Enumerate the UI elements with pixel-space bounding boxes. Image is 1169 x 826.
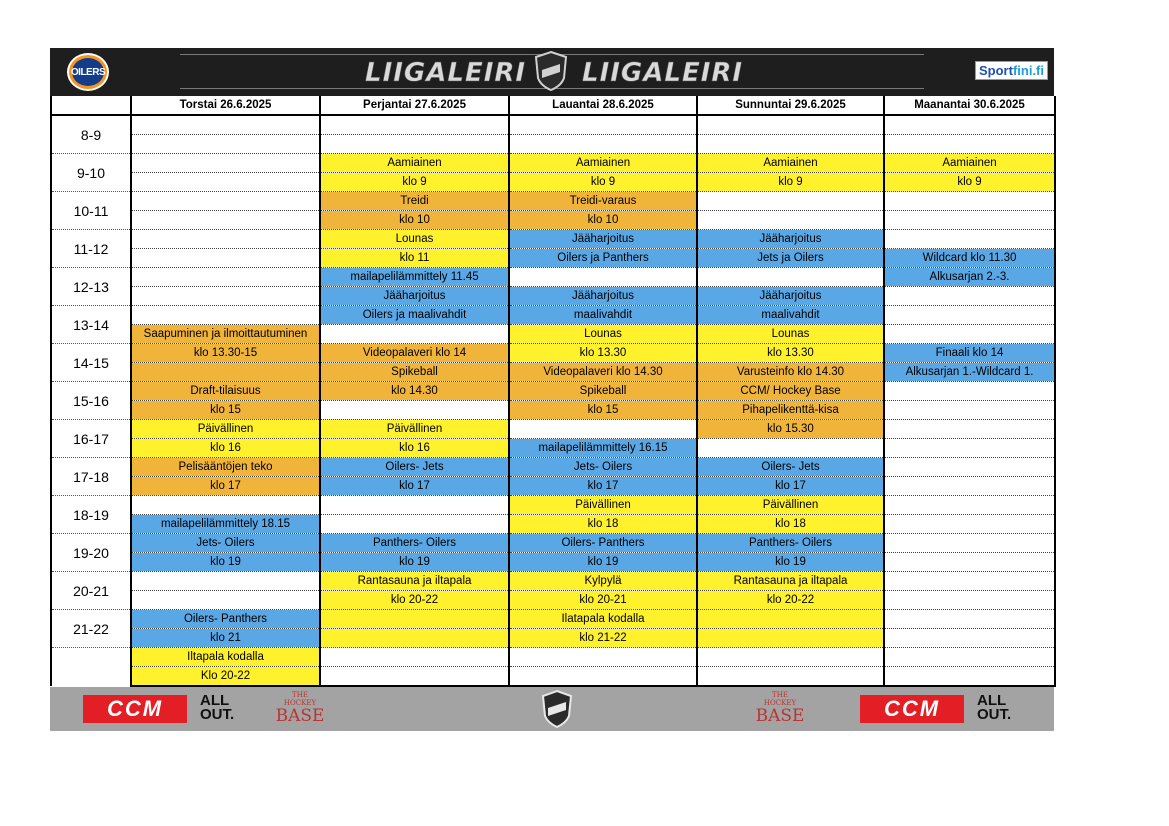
schedule-cell: klo 17 — [131, 477, 320, 496]
schedule-cell — [884, 325, 1055, 344]
sportfini-suffix: fini.fi — [1012, 63, 1044, 78]
schedule-cell — [509, 115, 697, 135]
day-header: Torstai 26.6.2025 — [131, 96, 320, 115]
hour-label: 11-12 — [51, 230, 131, 268]
schedule-cell: Wildcard klo 11.30 — [884, 249, 1055, 268]
schedule-cell — [884, 610, 1055, 629]
ccm-logo-left: CCM — [83, 695, 187, 723]
schedule-row — [51, 534, 1055, 553]
schedule-cell: klo 15 — [131, 401, 320, 420]
schedule-cell: Jääharjoitus — [509, 287, 697, 306]
schedule-cell: klo 17 — [320, 477, 509, 496]
schedule-cell — [884, 534, 1055, 553]
allout-line2: OUT. — [977, 706, 1012, 723]
nhl-shield-logo-footer — [540, 689, 574, 729]
schedule-cell: Treidi-varaus — [509, 192, 697, 211]
allout-line1: ALL — [200, 692, 230, 709]
schedule-row — [51, 325, 1055, 344]
schedule-cell: klo 19 — [320, 553, 509, 572]
hour-label: 20-21 — [51, 572, 131, 610]
schedule-cell: Alkusarjan 1.-Wildcard 1. — [884, 363, 1055, 382]
schedule-table — [50, 96, 1056, 687]
schedule-cell — [131, 591, 320, 610]
schedule-cell — [884, 115, 1055, 135]
schedule-row — [51, 306, 1055, 325]
schedule-cell: Saapuminen ja ilmoittautuminen — [131, 325, 320, 344]
schedule-cell: klo 21 — [131, 629, 320, 648]
schedule-cell: Päivällinen — [509, 496, 697, 515]
schedule-row — [51, 344, 1055, 363]
hour-label: 10-11 — [51, 192, 131, 230]
schedule-cell: klo 20-21 — [509, 591, 697, 610]
schedule-row — [51, 363, 1055, 382]
schedule-cell: Pihapelikenttä-kisa — [697, 401, 884, 420]
schedule-cell — [509, 135, 697, 154]
oilers-logo-text: OILERS — [72, 58, 104, 86]
schedule-row — [51, 401, 1055, 420]
schedule-cell: Jets- Oilers — [509, 458, 697, 477]
schedule-cell: Päivällinen — [320, 420, 509, 439]
schedule-cell: Klo 20-22 — [131, 667, 320, 687]
header-banner — [50, 48, 1054, 96]
schedule-cell — [509, 420, 697, 439]
schedule-cell — [320, 135, 509, 154]
title-left: LIIGALEIRI — [365, 58, 527, 88]
schedule-cell: Rantasauna ja iltapala — [697, 572, 884, 591]
sportfini-text: Sport — [979, 63, 1013, 78]
schedule-cell: klo 14.30 — [320, 382, 509, 401]
schedule-cell: Päivällinen — [131, 420, 320, 439]
schedule-cell — [697, 211, 884, 230]
day-header: Sunnuntai 29.6.2025 — [697, 96, 884, 115]
schedule-row — [51, 154, 1055, 173]
schedule-cell — [884, 591, 1055, 610]
schedule-body — [51, 115, 1055, 686]
schedule-cell — [509, 648, 697, 667]
schedule-cell — [320, 667, 509, 687]
schedule-row — [51, 249, 1055, 268]
schedule-row — [51, 667, 1055, 687]
schedule-cell — [131, 192, 320, 211]
day-header: Maanantai 30.6.2025 — [884, 96, 1055, 115]
schedule-cell: Lounas — [697, 325, 884, 344]
schedule-row — [51, 553, 1055, 572]
schedule-cell — [697, 192, 884, 211]
schedule-cell — [884, 648, 1055, 667]
hour-label: 8-9 — [51, 115, 131, 154]
schedule-cell: Videopalaveri klo 14 — [320, 344, 509, 363]
schedule-cell — [320, 325, 509, 344]
hour-label: 17-18 — [51, 458, 131, 496]
schedule-row — [51, 477, 1055, 496]
schedule-cell — [884, 477, 1055, 496]
schedule-row — [51, 591, 1055, 610]
sportfini-logo — [975, 61, 1048, 80]
schedule-cell: Oilers ja Panthers — [509, 249, 697, 268]
schedule-cell: Treidi — [320, 192, 509, 211]
schedule-cell: klo 11 — [320, 249, 509, 268]
schedule-cell — [131, 496, 320, 515]
schedule-cell — [320, 629, 509, 648]
day-header: Lauantai 28.6.2025 — [509, 96, 697, 115]
schedule-cell: Draft-tilaisuus — [131, 382, 320, 401]
day-header: Perjantai 27.6.2025 — [320, 96, 509, 115]
schedule-cell — [884, 439, 1055, 458]
allout-logo-left — [200, 694, 234, 722]
schedule-row — [51, 287, 1055, 306]
hour-label: 13-14 — [51, 306, 131, 344]
schedule-cell: klo 15.30 — [697, 420, 884, 439]
schedule-cell — [509, 667, 697, 687]
sponsor-footer — [50, 687, 1054, 731]
schedule-cell — [697, 439, 884, 458]
schedule-cell — [884, 135, 1055, 154]
schedule-row — [51, 211, 1055, 230]
schedule-cell — [131, 135, 320, 154]
schedule-cell: Jääharjoitus — [509, 230, 697, 249]
schedule-cell — [320, 496, 509, 515]
schedule-row — [51, 230, 1055, 249]
allout-line2: OUT. — [200, 706, 235, 723]
schedule-cell: maalivahdit — [697, 306, 884, 325]
oilers-logo — [67, 53, 109, 91]
schedule-cell: Jääharjoitus — [697, 230, 884, 249]
hour-label: 12-13 — [51, 268, 131, 306]
schedule-cell: Jääharjoitus — [697, 287, 884, 306]
schedule-cell: Panthers- Oilers — [320, 534, 509, 553]
schedule-cell — [884, 211, 1055, 230]
schedule-cell: Ilatapala kodalla — [509, 610, 697, 629]
schedule-cell — [884, 287, 1055, 306]
schedule-cell — [884, 667, 1055, 687]
schedule-cell: klo 17 — [697, 477, 884, 496]
schedule-cell — [509, 268, 697, 287]
schedule-cell — [884, 572, 1055, 591]
schedule-cell: Oilers ja maalivahdit — [320, 306, 509, 325]
base-top-text: THE HOCKEY — [283, 691, 317, 707]
schedule-cell: klo 9 — [320, 173, 509, 192]
schedule-cell — [131, 230, 320, 249]
schedule-cell: mailapelilämmittely 18.15 — [131, 515, 320, 534]
schedule-cell: Kylpylä — [509, 572, 697, 591]
schedule-cell: klo 20-22 — [320, 591, 509, 610]
schedule-cell — [884, 515, 1055, 534]
hockey-base-logo-left — [275, 691, 325, 727]
schedule-cell — [697, 268, 884, 287]
schedule-cell — [131, 173, 320, 192]
schedule-cell — [884, 192, 1055, 211]
hour-label: 18-19 — [51, 496, 131, 534]
schedule-cell: klo 20-22 — [697, 591, 884, 610]
schedule-cell — [131, 572, 320, 591]
schedule-cell: Oilers- Jets — [697, 458, 884, 477]
schedule-cell: klo 19 — [509, 553, 697, 572]
schedule-cell — [131, 249, 320, 268]
schedule-row — [51, 648, 1055, 667]
schedule-cell: klo 18 — [509, 515, 697, 534]
schedule-cell: Jets ja Oilers — [697, 249, 884, 268]
schedule-cell: Jets- Oilers — [131, 534, 320, 553]
schedule-cell: maalivahdit — [509, 306, 697, 325]
schedule-cell: klo 21-22 — [509, 629, 697, 648]
schedule-cell: Aamiainen — [509, 154, 697, 173]
schedule-cell — [884, 496, 1055, 515]
schedule-cell: klo 16 — [320, 439, 509, 458]
schedule-cell: Aamiainen — [884, 154, 1055, 173]
schedule-cell: klo 19 — [131, 553, 320, 572]
schedule-row — [51, 268, 1055, 287]
schedule-cell: mailapelilämmittely 16.15 — [509, 439, 697, 458]
hockey-base-logo-right — [755, 691, 805, 727]
day-header-row — [51, 96, 1055, 115]
schedule-row — [51, 610, 1055, 629]
schedule-cell: Päivällinen — [697, 496, 884, 515]
schedule-row — [51, 192, 1055, 211]
schedule-cell — [884, 382, 1055, 401]
schedule-cell: Oilers- Panthers — [509, 534, 697, 553]
schedule-cell: Pelisääntöjen teko — [131, 458, 320, 477]
schedule-cell: klo 17 — [509, 477, 697, 496]
schedule-cell — [884, 306, 1055, 325]
schedule-cell: klo 15 — [509, 401, 697, 420]
schedule-cell — [697, 135, 884, 154]
schedule-cell — [697, 115, 884, 135]
schedule-cell: klo 18 — [697, 515, 884, 534]
schedule-cell: Alkusarjan 2.-3. — [884, 268, 1055, 287]
schedule-cell: Spikeball — [320, 363, 509, 382]
schedule-cell — [884, 420, 1055, 439]
hour-label: 14-15 — [51, 344, 131, 382]
hour-label — [51, 648, 131, 687]
base-top-text: THE HOCKEY — [763, 691, 797, 707]
base-word: BASE — [275, 706, 325, 726]
schedule-cell: CCM/ Hockey Base — [697, 382, 884, 401]
schedule-sheet — [50, 48, 1054, 731]
schedule-cell: Aamiainen — [320, 154, 509, 173]
schedule-cell — [884, 230, 1055, 249]
schedule-cell — [131, 154, 320, 173]
schedule-cell — [320, 115, 509, 135]
schedule-cell: Rantasauna ja iltapala — [320, 572, 509, 591]
schedule-row — [51, 439, 1055, 458]
schedule-cell — [320, 648, 509, 667]
schedule-cell — [884, 401, 1055, 420]
schedule-cell — [697, 648, 884, 667]
schedule-cell — [320, 610, 509, 629]
schedule-cell: klo 13.30 — [509, 344, 697, 363]
corner-cell — [51, 96, 131, 115]
schedule-cell: Oilers- Panthers — [131, 610, 320, 629]
schedule-cell: klo 13.30-15 — [131, 344, 320, 363]
schedule-cell — [697, 610, 884, 629]
schedule-row — [51, 496, 1055, 515]
schedule-cell — [320, 401, 509, 420]
schedule-row — [51, 382, 1055, 401]
schedule-cell: klo 13.30 — [697, 344, 884, 363]
schedule-row — [51, 458, 1055, 477]
schedule-cell: klo 9 — [884, 173, 1055, 192]
schedule-cell — [131, 268, 320, 287]
hour-label: 9-10 — [51, 154, 131, 192]
schedule-cell: Spikeball — [509, 382, 697, 401]
schedule-row — [51, 135, 1055, 154]
hour-label: 21-22 — [51, 610, 131, 648]
schedule-cell — [131, 115, 320, 135]
schedule-cell — [320, 515, 509, 534]
schedule-row — [51, 572, 1055, 591]
schedule-cell — [697, 667, 884, 687]
schedule-cell: Aamiainen — [697, 154, 884, 173]
schedule-cell — [884, 458, 1055, 477]
schedule-cell: Panthers- Oilers — [697, 534, 884, 553]
nhl-shield-logo — [533, 50, 569, 92]
schedule-cell — [131, 287, 320, 306]
schedule-cell — [884, 629, 1055, 648]
schedule-cell: Lounas — [320, 230, 509, 249]
schedule-cell — [131, 306, 320, 325]
schedule-row — [51, 515, 1055, 534]
title-right: LIIGALEIRI — [582, 58, 744, 88]
hour-label: 19-20 — [51, 534, 131, 572]
schedule-cell: Lounas — [509, 325, 697, 344]
schedule-cell: klo 10 — [320, 211, 509, 230]
allout-logo-right — [977, 694, 1011, 722]
schedule-cell: klo 9 — [509, 173, 697, 192]
schedule-cell: Iltapala kodalla — [131, 648, 320, 667]
base-word: BASE — [755, 706, 805, 726]
ccm-logo-right: CCM — [860, 695, 964, 723]
schedule-row — [51, 173, 1055, 192]
schedule-cell: klo 16 — [131, 439, 320, 458]
schedule-cell: Videopalaveri klo 14.30 — [509, 363, 697, 382]
schedule-cell — [131, 363, 320, 382]
schedule-cell: klo 19 — [697, 553, 884, 572]
hour-label: 16-17 — [51, 420, 131, 458]
schedule-row — [51, 115, 1055, 135]
schedule-cell — [131, 211, 320, 230]
schedule-row — [51, 420, 1055, 439]
allout-line1: ALL — [977, 692, 1007, 709]
hour-label: 15-16 — [51, 382, 131, 420]
schedule-cell — [884, 553, 1055, 572]
schedule-cell: Varusteinfo klo 14.30 — [697, 363, 884, 382]
schedule-cell: Oilers- Jets — [320, 458, 509, 477]
schedule-cell: klo 10 — [509, 211, 697, 230]
schedule-cell: Finaali klo 14 — [884, 344, 1055, 363]
schedule-cell: klo 9 — [697, 173, 884, 192]
schedule-cell: mailapelilämmittely 11.45 — [320, 268, 509, 287]
schedule-cell — [697, 629, 884, 648]
schedule-cell: Jääharjoitus — [320, 287, 509, 306]
schedule-row — [51, 629, 1055, 648]
